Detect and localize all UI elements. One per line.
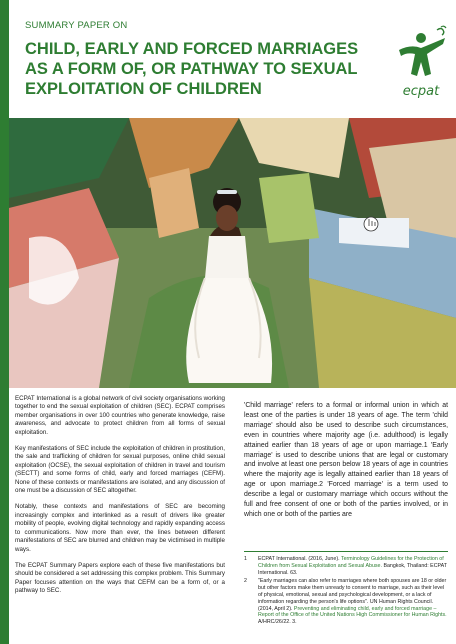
- body-paragraph: Key manifestations of SEC include the exploitation of children in prostitution, the sale and trafficking of children for sexual purposes, online child sexual exploitation (OCSE), the sexual exploitation of children in travel and tourism (SECTT) and some forms of child, early and forced marriages (CEFM). None of these contexts or manifestations are isolated, and any discussion of one must be a discussion of SEC altogether.: [15, 445, 225, 495]
- intro-paragraph: ECPAT International is a global network of civil society organisations working together to end the sexual exploitation of children (SEC). ECPAT comprises member organisations in over 100 countries who generate knowledge, raise awareness, and advocate to protect children from all forms of sexual exploitation.: [15, 395, 225, 436]
- title-line: AS A FORM OF, OR PATHWAY TO SEXUAL: [25, 60, 358, 78]
- title-line: CHILD, EARLY AND FORCED MARRIAGES: [25, 40, 359, 58]
- left-column: [15, 395, 225, 604]
- ecpat-figure-icon: [391, 24, 451, 86]
- footnote-link[interactable]: Terminology Guidelines for the Protection of Children from Sexual Exploitation and Sexual Abuse.: [258, 556, 444, 569]
- ecpat-logo: [391, 24, 451, 104]
- footnote-tail: Bangkok, Thailand: ECPAT International. 63.: [258, 562, 447, 576]
- footnote-text: [258, 556, 448, 576]
- left-accent-bar: [0, 0, 9, 644]
- body-paragraph: The ECPAT Summary Papers explore each of these five manifestations but should be considered a set addressing this complex problem. This Summary Paper focuses attention on the ways that CEFM can be a form of, or a pathway to SEC.: [15, 561, 225, 595]
- body-paragraph: Notably, these contexts and manifestations of SEC are becoming increasingly complex and interlinked as a result of drivers like greater mobility of people, evolving digital technology and rapidly expanding access to communications. Now more than ever, the lines between different manifestations of SEC are blurred and children may be victimised in multiple ways.: [15, 503, 225, 553]
- hero-illustration: [9, 118, 456, 388]
- footnotes: [244, 556, 448, 628]
- footnote-divider: [244, 551, 448, 552]
- kicker-text: SUMMARY PAPER ON: [25, 20, 128, 31]
- logo-wordmark: ecpat: [402, 84, 440, 99]
- footnote-tail: A/HRC/26/22. 3.: [258, 619, 297, 626]
- wedding-collage-image: [9, 118, 456, 388]
- footnote-number: 2: [244, 578, 247, 585]
- footnote-lead: "Early marriages can also refer to marriages where both spouses are 18 or older but other factors make them unready to consent to marriage, such as their level of physical, emotional, sexual and psychological development, or a lack of information regarding the person's life options". UN Human Rights Council. (2014, April 2).: [258, 578, 447, 612]
- title-line: EXPLOITATION OF CHILDREN: [25, 80, 262, 98]
- footnote-number: 1: [244, 556, 247, 562]
- pointer-hand-icon: [364, 217, 378, 231]
- definitions-paragraph: 'Child marriage' refers to a formal or informal union in which at least one of the parties is under 18 years of age. The term 'child marriage' should also be used to describe such circumstances, even in countries where majority age (i.e. adulthood) is legally attained earlier than 18 years of age or upon marriage.1 'Early marriage' is used to describe unions that are legal or customary and involve at least one person below 18 years of age in countries where the majority age is legally attained earlier than 18 years of age or upon marriage.2 'Forced marriage' is a term used to describe a legal or customary marriage which occurs without the full and free consent of one or both of the parties involved, or in which one or both of the parties are: [244, 402, 448, 518]
- footnote-lead: ECPAT International. (2016, June).: [258, 556, 341, 562]
- right-column: [244, 401, 448, 520]
- page-title: [25, 39, 359, 99]
- page-header: [9, 0, 456, 120]
- footnote-link[interactable]: Preventing and eliminating child, early and forced marriage – Report of the Office of the United Nations High Commissioner for Human Rights.: [258, 605, 447, 619]
- footnote-text: [258, 578, 448, 626]
- footnote: [244, 556, 448, 576]
- footnote: [244, 578, 448, 626]
